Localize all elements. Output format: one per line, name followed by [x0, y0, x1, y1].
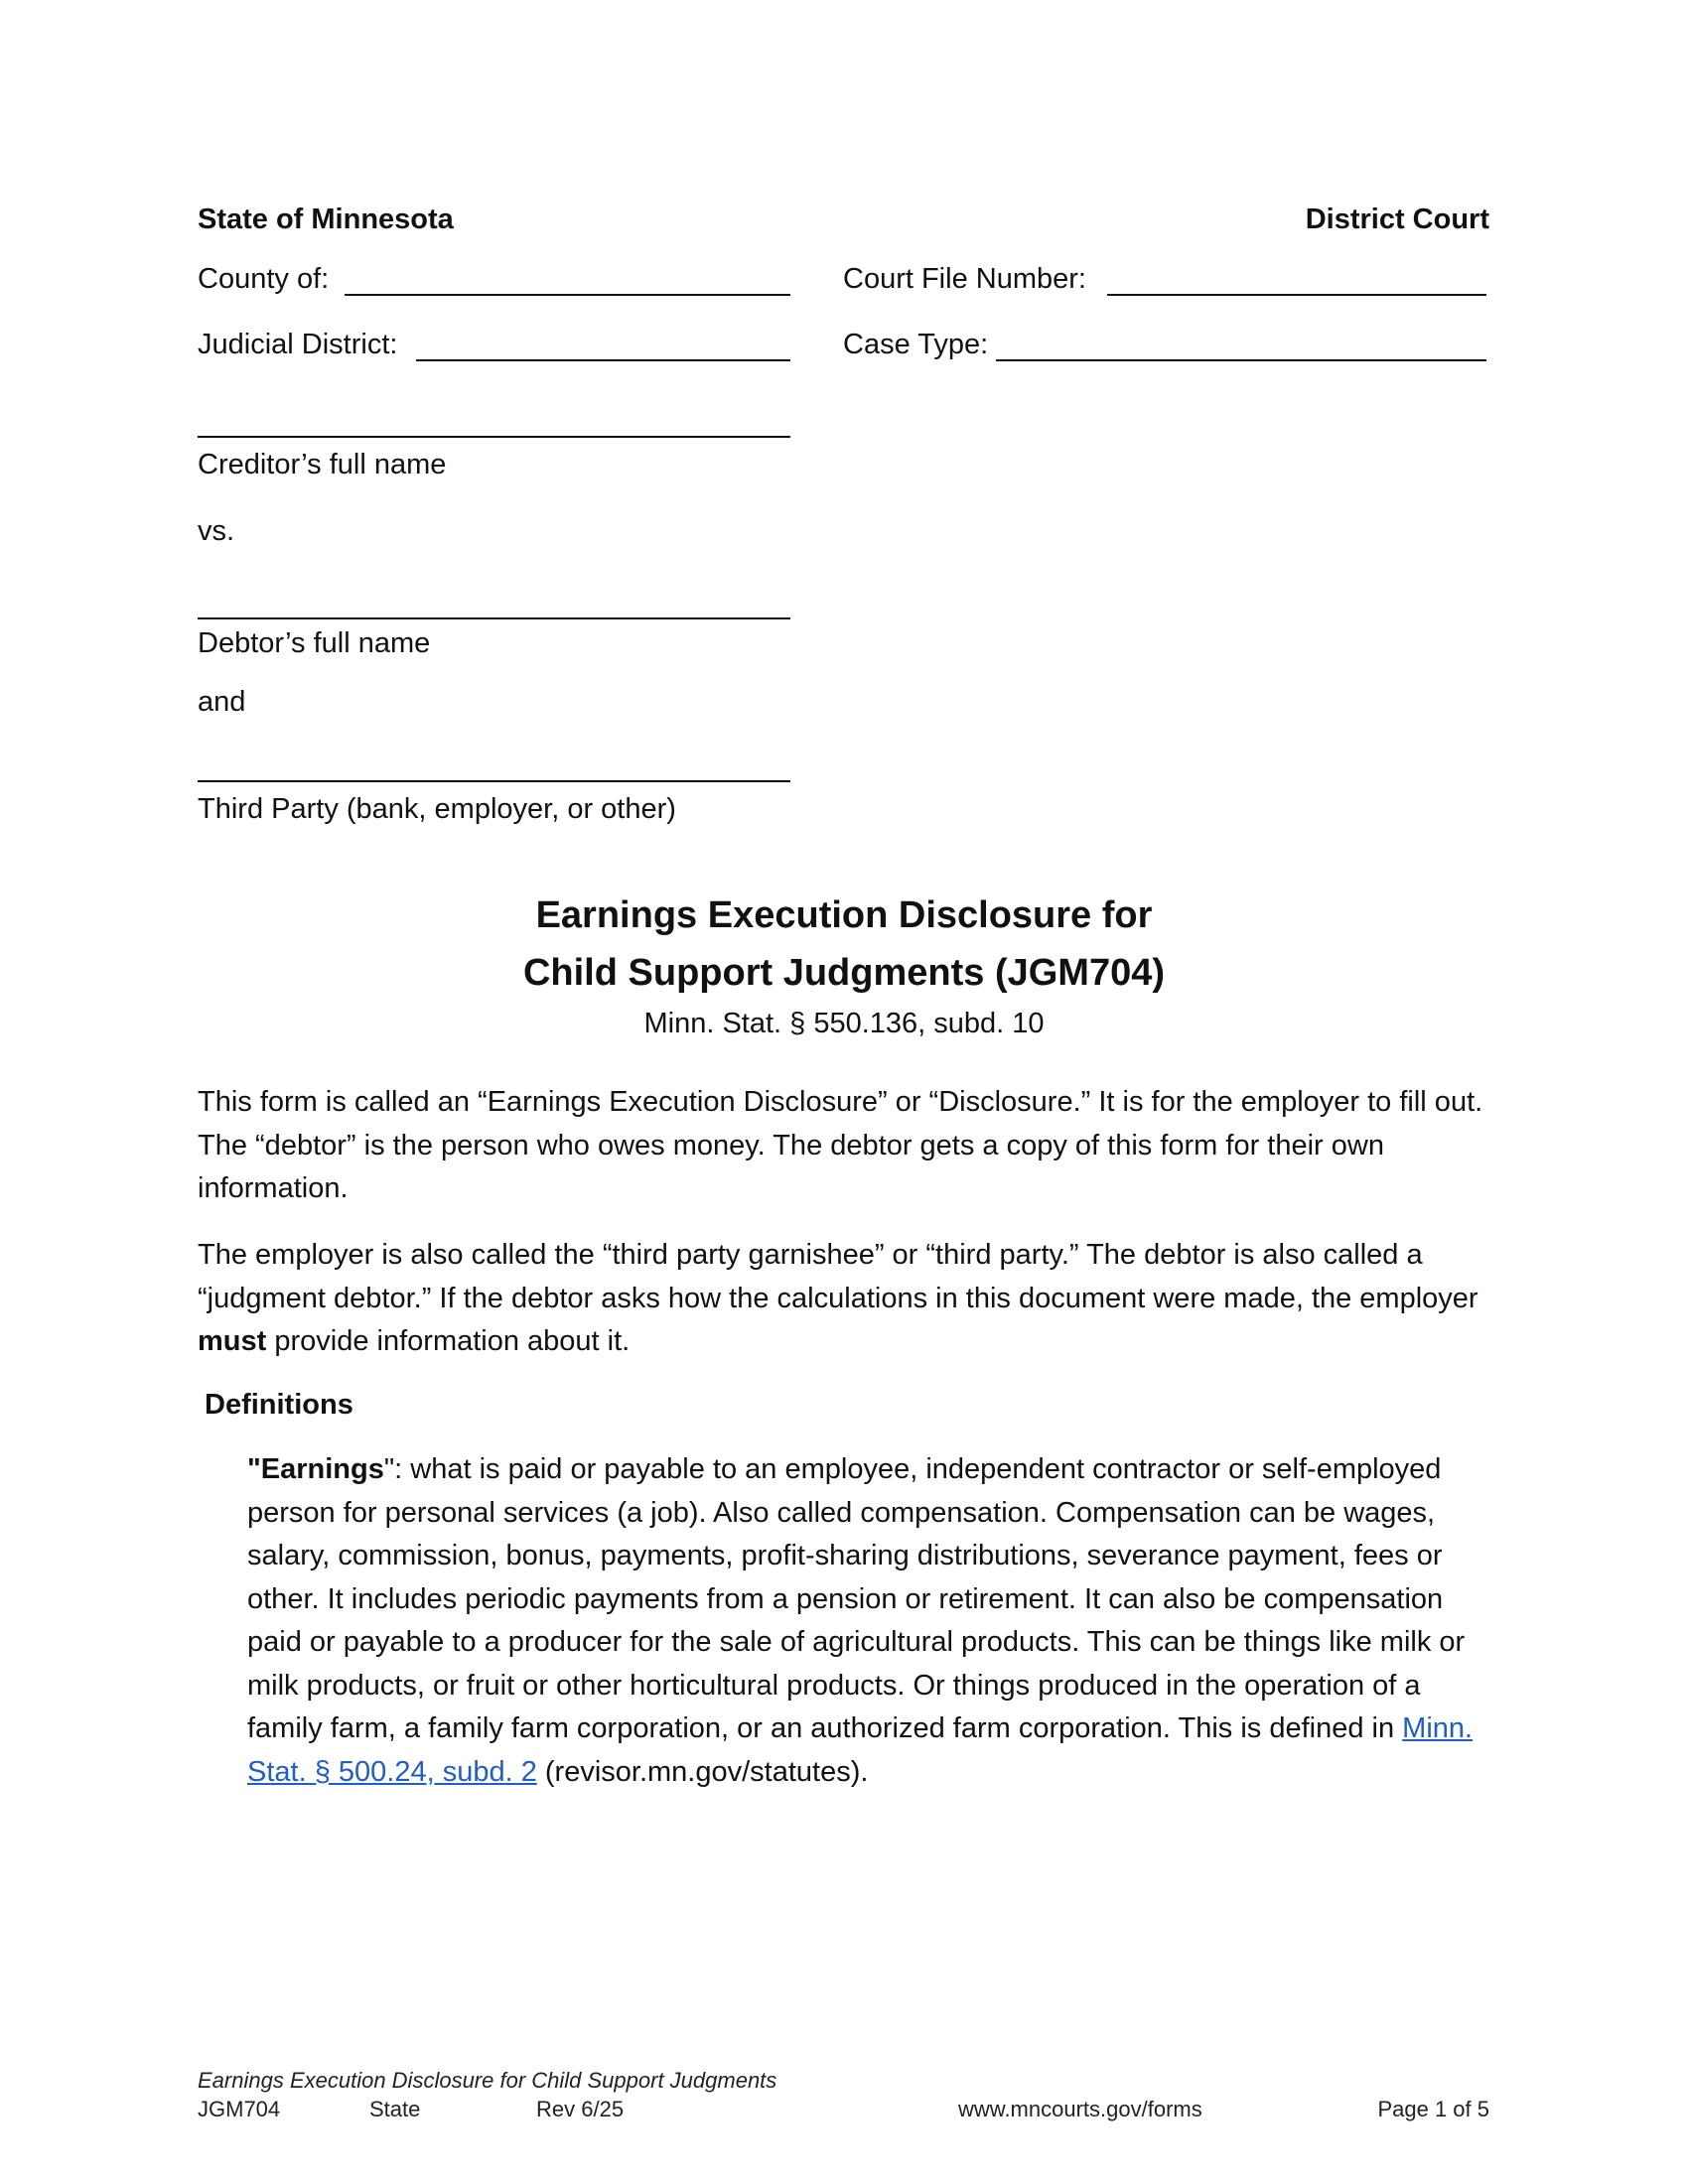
footer-page-number: Page 1 of 5 [1377, 2097, 1489, 2121]
creditor-label: Creditor’s full name [198, 449, 447, 480]
debtor-name-field[interactable] [198, 617, 790, 619]
footer-revision: Rev 6/25 [536, 2097, 625, 2121]
intro-p2-text-after: provide information about it. [266, 1325, 631, 1357]
statute-reference: Minn. Stat. § 550.136, subd. 10 [643, 1008, 1045, 1039]
earnings-term: "Earnings [247, 1453, 384, 1485]
versus-text: vs. [198, 515, 235, 547]
debtor-label: Debtor’s full name [198, 627, 431, 659]
footer-jurisdiction: State [369, 2097, 421, 2121]
county-label: County of: [198, 263, 330, 295]
judicial-district-label: Judicial District: [198, 329, 398, 360]
county-field[interactable] [345, 294, 790, 296]
third-party-field[interactable] [198, 780, 790, 782]
earnings-term-quote: " [383, 1453, 395, 1485]
earnings-definition-text: : what is paid or payable to an employee, independent contractor or self-employed person for personal services (a job). Also called compensation. Compensation can be wages, salary, commission, bonus, payments, profit-sharing distributions, severance payment, fees or other. It includes periodic payments from a pension or retirement. It can also be compensation paid or payable to a producer for the sale of agricultural products. This can be things like milk or milk products, or fruit or other horticultural products. Or things produced in the operation of a family farm, a family farm corporation, or an authorized farm corporation. This is defined in [247, 1453, 1466, 1744]
case-type-label: Case Type: [843, 329, 989, 360]
state-name: State of Minnesota [198, 204, 454, 235]
statute-link[interactable]: Minn. Stat. § 500.24, subd. 2 [247, 1712, 1474, 1788]
third-party-label: Third Party (bank, employer, or other) [198, 793, 676, 825]
form-title-line-1: Earnings Execution Disclosure for [535, 894, 1153, 936]
intro-p2-emphasis: must [198, 1325, 267, 1357]
form-title-line-2: Child Support Judgments (JGM704) [522, 952, 1166, 994]
intro-paragraph-2 [198, 1234, 1498, 1364]
and-text: and [198, 686, 246, 718]
footer-form-title: Earnings Execution Disclosure for Child Support Judgments [198, 2068, 777, 2093]
earnings-definition [247, 1448, 1498, 1794]
judicial-district-field[interactable] [416, 359, 790, 361]
definitions-heading: Definitions [205, 1389, 353, 1421]
intro-p2-text-before: The employer is also called the “third party garnishee” or “third party.” The debtor is also called a “judgment debtor.” If the debtor asks how the calculations in this document were made, the employer [198, 1239, 1478, 1314]
footer-form-code: JGM704 [198, 2097, 281, 2121]
case-type-field[interactable] [996, 359, 1486, 361]
court-name: District Court [1305, 204, 1489, 235]
court-file-number-field[interactable] [1107, 294, 1486, 296]
creditor-name-field[interactable] [198, 436, 790, 438]
footer-website: www.mncourts.gov/forms [958, 2097, 1202, 2121]
court-file-number-label: Court File Number: [843, 263, 1086, 295]
intro-paragraph-1: This form is called an “Earnings Execution Disclosure” or “Disclosure.” It is for the employer to fill out. The “debtor” is the person who owes money. The debtor gets a copy of this form for their own information. [198, 1086, 1483, 1204]
earnings-definition-tail: (revisor.mn.gov/statutes). [536, 1755, 869, 1788]
